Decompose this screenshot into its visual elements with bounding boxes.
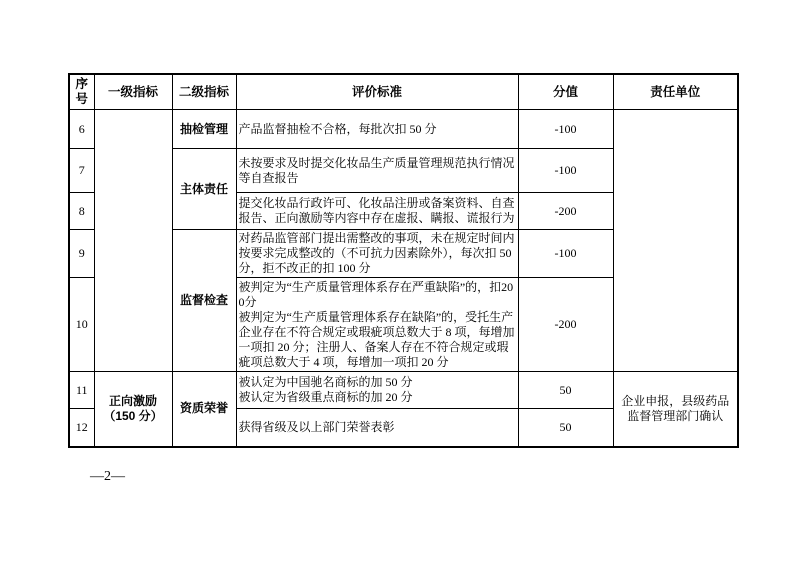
score-cell: -200 — [518, 278, 613, 372]
level1-indicator — [94, 372, 172, 447]
level2-indicator: 抽检管理 — [172, 110, 236, 149]
row-number: 7 — [69, 149, 94, 193]
criteria-cell — [236, 278, 518, 372]
col-header-level2: 二级指标 — [172, 74, 236, 110]
score-cell: -100 — [518, 110, 613, 149]
page-number: —2— — [90, 469, 125, 484]
responsible-unit — [613, 372, 738, 447]
responsible-unit-line: 企业申报，县级药品 — [621, 393, 730, 408]
responsible-unit-empty — [613, 110, 738, 372]
level2-indicator: 监督检查 — [172, 230, 236, 372]
col-header-score: 分值 — [518, 74, 613, 110]
criteria-paragraph: 被认定为中国驰名商标的加 50 分 — [238, 375, 413, 389]
score-cell: 50 — [518, 409, 613, 447]
level1-indicator-line: （150 分） — [103, 408, 163, 423]
row-number: 12 — [69, 409, 94, 447]
level2-indicator: 资质荣誉 — [172, 372, 236, 447]
row-number: 8 — [69, 193, 94, 230]
score-cell: -100 — [518, 149, 613, 193]
level2-indicator: 主体责任 — [172, 149, 236, 230]
table-row — [69, 372, 738, 409]
criteria-cell: 未按要求及时提交化妆品生产质量管理规范执行情况等自查报告 — [236, 149, 518, 193]
criteria-cell — [236, 372, 518, 409]
criteria-cell: 对药品监管部门提出需整改的事项，未在规定时间内按要求完成整改的（不可抗力因素除外），每次扣 50 分，拒不改正的扣 100 分 — [236, 230, 518, 278]
score-cell: -200 — [518, 193, 613, 230]
criteria-cell: 获得省级及以上部门荣誉表彰 — [236, 409, 518, 447]
row-number: 9 — [69, 230, 94, 278]
table-row — [69, 110, 738, 149]
criteria-paragraph: 被认定为省级重点商标的加 20 分 — [238, 390, 413, 404]
criteria-paragraph: 被判定为“生产质量管理体系存在缺陷”的，受托生产企业存在不符合规定或瑕疵项总数大于 8 项，每增加一项扣 20 分；注册人、备案人存在不符合规定或瑕疵项总数大于 4 项，每增加一项扣 20 分 — [238, 309, 515, 369]
score-cell: -100 — [518, 230, 613, 278]
col-header-level1: 一级指标 — [94, 74, 172, 110]
row-number: 11 — [69, 372, 94, 409]
col-header-no: 序号 — [69, 74, 94, 110]
score-cell: 50 — [518, 372, 613, 409]
criteria-cell: 产品监督抽检不合格，每批次扣 50 分 — [236, 110, 518, 149]
level1-indicator-empty — [94, 110, 172, 372]
row-number: 6 — [69, 110, 94, 149]
criteria-paragraph: 被判定为“生产质量管理体系存在严重缺陷”的，扣200分 — [238, 279, 514, 309]
col-header-unit: 责任单位 — [613, 74, 738, 110]
table-header-row — [69, 74, 738, 110]
criteria-cell: 提交化妆品行政许可、化妆品注册或备案资料、自查报告、正向激励等内容中存在虚报、瞒报、谎报行为 — [236, 193, 518, 230]
col-header-criteria: 评价标准 — [236, 74, 518, 110]
level1-indicator-line: 正向激励 — [108, 393, 157, 408]
evaluation-table — [68, 73, 739, 448]
responsible-unit-line: 监督管理部门确认 — [627, 408, 724, 423]
row-number: 10 — [69, 278, 94, 372]
